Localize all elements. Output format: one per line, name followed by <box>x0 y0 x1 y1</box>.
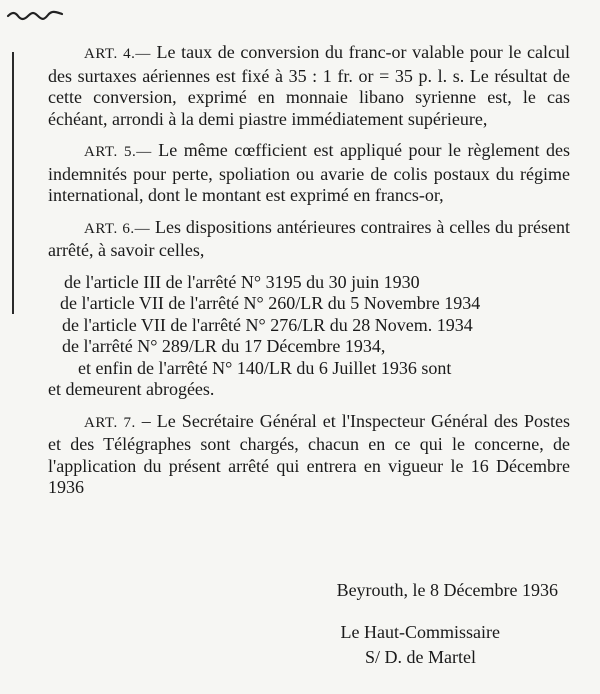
article-6 <box>48 217 570 262</box>
article-5-text: Le même cœfficient est appliqué pour le règlement des indemnités pour perte, spoliation ou avarie de colis postaux du régime international, dont le montant est exprimé en francs-or, <box>48 140 570 205</box>
article-4-label: ART. 4.— <box>84 46 151 62</box>
margin-rule <box>12 52 14 314</box>
article-7-text: – Le Secrétaire Général et l'Inspecteur Général des Postes et des Télégraphes sont chargés, chacun en ce qui le concerne, de l'application du présent arrêté qui entrera en vigueur le 16 Décembre 1936 <box>48 410 570 497</box>
article-7-label: ART. 7. <box>84 414 136 431</box>
article-6-label: ART. 6.— <box>84 220 151 237</box>
article-5-label: ART. 5.— <box>84 144 152 160</box>
article-7 <box>48 411 570 499</box>
abrogated-item: de l'arrêté N° 289/LR du 17 Décembre 1934, <box>62 336 386 356</box>
abrogated-list <box>48 272 570 401</box>
abrogated-item: de l'article VII de l'arrêté N° 276/LR du 28 Novem. 1934 <box>62 314 473 335</box>
article-6-text: Les dispositions antérieures contraires à celles du présent arrêté, à savoir celles, <box>48 216 570 260</box>
decree-text <box>48 42 570 499</box>
abrogated-item: de l'article III de l'arrêté N° 3195 du 30 juin 1930 <box>64 271 420 292</box>
abrogated-item: et enfin de l'arrêté N° 140/LR du 6 Juillet 1936 sont <box>78 357 452 378</box>
abrogated-item: de l'article VII de l'arrêté N° 260/LR du 5 Novembre 1934 <box>60 293 481 313</box>
signature-place-date: Beyrouth, le 8 Décembre 1936 <box>336 580 558 600</box>
article-4 <box>48 42 570 130</box>
signature-name: S/ D. de Martel <box>365 647 476 667</box>
signature-title: Le Haut-Commissaire <box>340 622 500 642</box>
article-4-text: Le taux de conversion du franc-or valable pour le calcul des surtaxes aériennes est fixé à 35 : 1 fr. or = 35 p. l. s. Le résultat de cette conversion, exprimé en monnaie libano syrienne est, le cas échéant, arrondi à la demi piastre immédiatement supérieure, <box>48 42 570 129</box>
abrogated-tail: et demeurent abrogées. <box>48 379 215 399</box>
article-5 <box>48 140 570 207</box>
pen-scribble-mark <box>6 8 66 22</box>
